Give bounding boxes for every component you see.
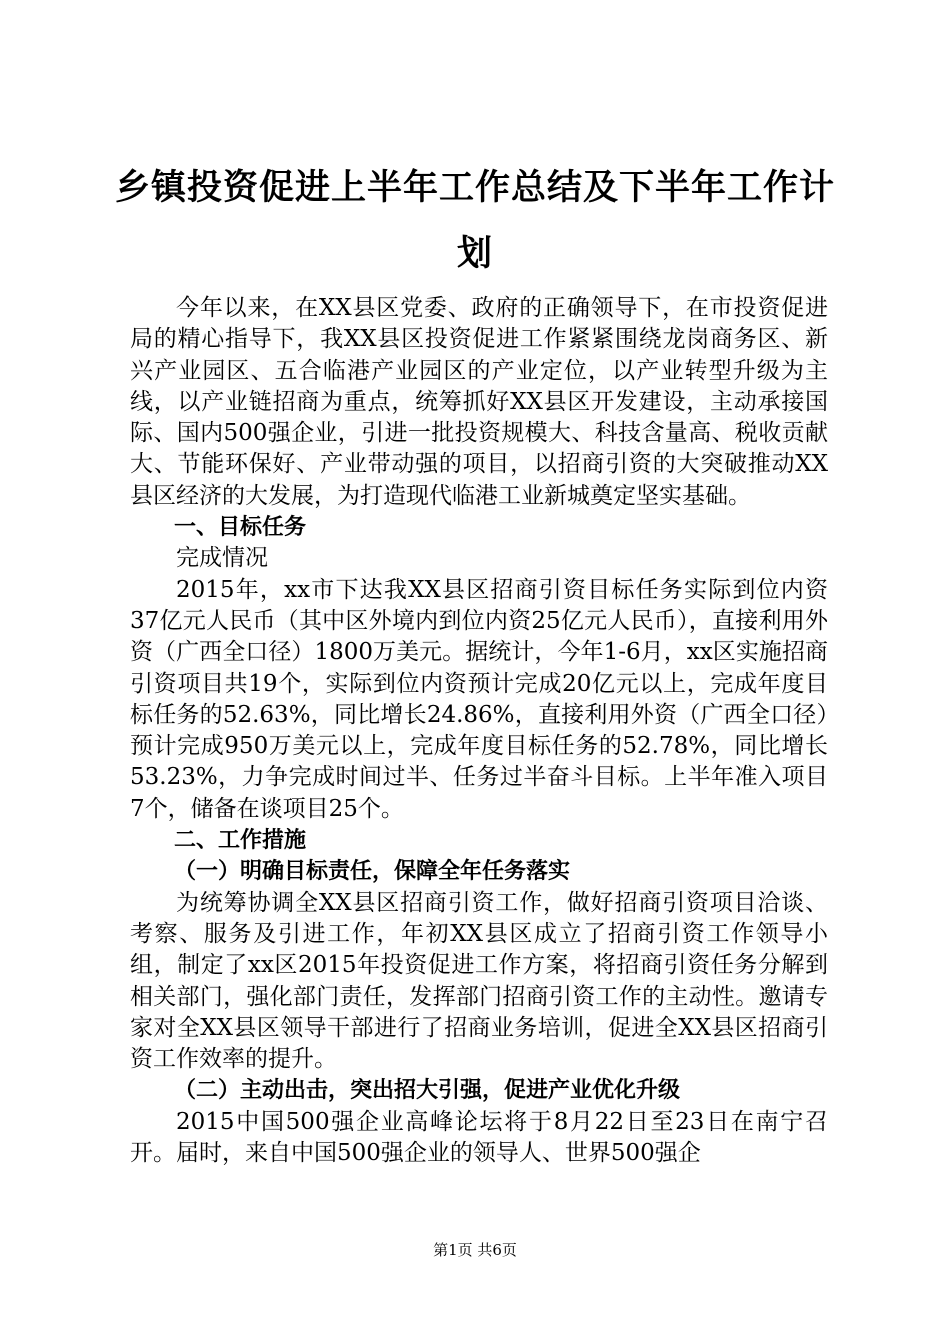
responsibility-paragraph: 为统筹协调全XX县区招商引资工作，做好招商引资项目洽谈、考察、服务及引进工作，年初XX县区成立了招商引资工作领导小组，制定了xx区2015年投资促进工作方案，将招商引资任务分解到相关部门，强化部门责任，发挥部门招商引资工作的主动性。邀请专家对全XX县区领导干部进行了招商业务培训，促进全XX县区招商引资工作效率的提升。 [130,889,828,1073]
subsection-heading-responsibility: （一）明确目标责任，保障全年任务落实 [174,859,571,885]
intro-paragraph: 今年以来，在XX县区党委、政府的正确领导下，在市投资促进局的精心指导下，我XX县区投资促进工作紧紧围绕龙岗商务区、新兴产业园区、五合临港产业园区的产业定位，以产业转型升级为主线，以产业链招商为重点，统筹抓好XX县区开发建设，主动承接国际、国内500强企业，引进一批投资规模大、科技含量高、税收贡献大、节能环保好、产业带动强的项目，以招商引资的大突破推动XX县区经济的大发展，为打造现代临港工业新城奠定坚实基础。 [130,295,828,509]
completion-paragraph: 2015年，xx市下达我XX县区招商引资目标任务实际到位内资37亿元人民币（其中区外境内到位内资25亿元人民币），直接利用外资（广西全口径）1800万美元。据统计，今年1-6月，xx区实施招商引资项目共19个，实际到位内资预计完成20亿元以上，完成年度目标任务的52.63%，同比增长24.86%，直接利用外资（广西全口径）预计完成950万美元以上，完成年度目标任务的52.78%，同比增长53.23%，力争完成时间过半、任务过半奋斗目标。上半年准入项目7个，储备在谈项目25个。 [130,576,828,822]
section-heading-measures: 二、工作措施 [174,828,307,854]
document-title: 乡镇投资促进上半年工作总结及下半年工作计划 [114,168,835,274]
document-body [130,293,828,1169]
proactive-paragraph: 2015中国500强企业高峰论坛将于8月22日至23日在南宁召开。届时，来自中国500强企业的领导人、世界500强企 [130,1108,828,1167]
section-heading-targets: 一、目标任务 [174,515,307,541]
subsection-label-completion: 完成情况 [176,545,268,572]
page-footer: 第1页 共6页 [433,1241,517,1259]
subsection-heading-proactive: （二）主动出击，突出招大引强，促进产业优化升级 [174,1078,681,1104]
